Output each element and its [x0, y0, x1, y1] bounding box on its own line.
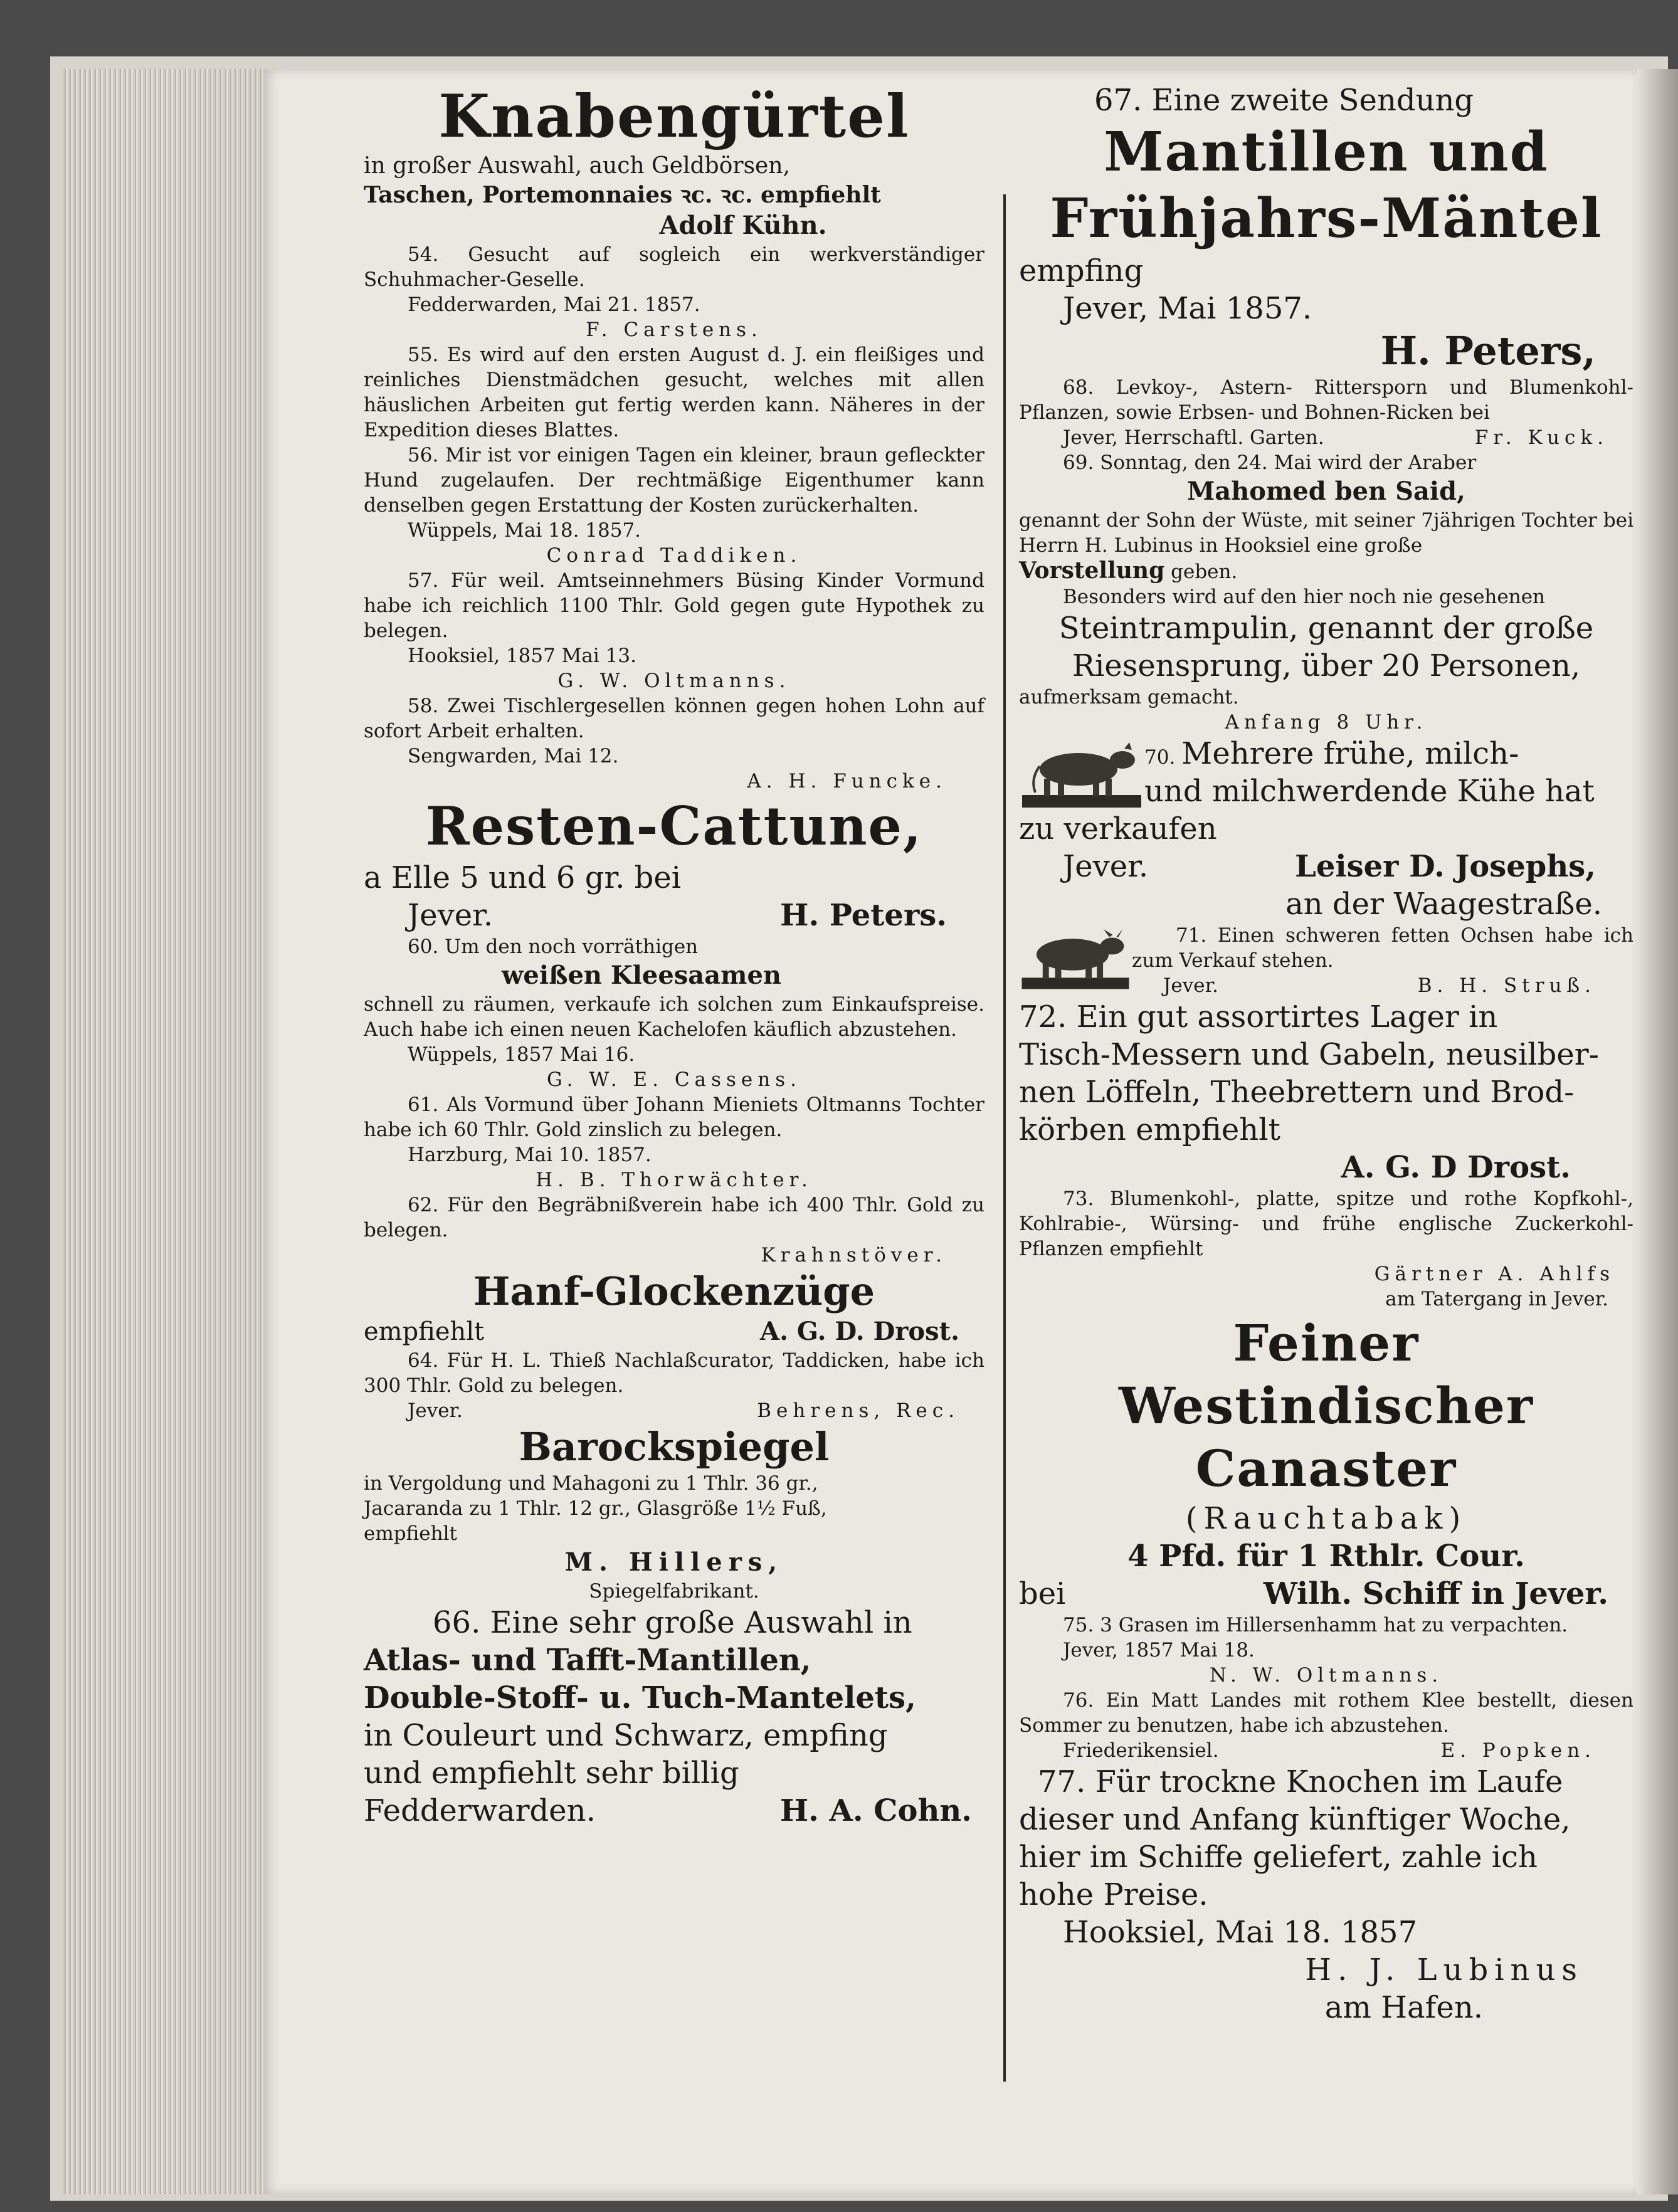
ad69-vorstellung: Vorstellung [1019, 557, 1165, 584]
ad56-place: Wüppels, Mai 18. 1857. [408, 519, 641, 542]
ad-knabenguertel-seller: Adolf Kühn. [659, 211, 827, 240]
ad-resten-seller: H. Peters. [780, 898, 947, 933]
column-divider [1003, 194, 1006, 2082]
ad70-number: 70. [1144, 746, 1176, 769]
ad61-text: 61. Als Vormund über Johann Mieniets Oltmanns Tochter habe ich 60 Thlr. Gold zinslich zu belegen. [364, 1093, 984, 1141]
ad57-place: Hooksiel, 1857 Mai 13. [408, 645, 636, 667]
left-column [364, 82, 984, 1830]
ad62-signature: Krahnstöver. [761, 1244, 947, 1267]
ad-knabenguertel-headline: Knabengürtel [438, 82, 910, 151]
ad69-geben: geben. [1171, 561, 1238, 583]
page-gutter [1637, 69, 1678, 2194]
ad66-seller: H. A. Cohn. [779, 1793, 972, 1828]
cow-icon [1019, 735, 1144, 810]
ad60-signature: G. W. E. Cassens. [547, 1068, 801, 1091]
ad64-signature: Behrens, Rec. [757, 1399, 959, 1422]
ad60-text: schnell zu räumen, verkaufe ich solchen zum Einkaufspreise. Auch habe ich einen neuen Kachelofen käuflich abzustehen. [364, 993, 984, 1041]
ad-barock-seller-title: Spiegelfabrikant. [589, 1580, 759, 1603]
ad71-signature: B. H. Struß. [1417, 974, 1596, 997]
ad69-big1: Steintrampulin, genannt der große [1058, 611, 1594, 646]
ad56-signature: Conrad Taddiken. [546, 544, 802, 567]
ad67-label: empfing [1019, 253, 1144, 288]
ad67-intro: 67. Eine zweite Sendung [1094, 83, 1474, 118]
ad-barock-seller: M. Hillers, [564, 1547, 784, 1577]
ad-resten-place: Jever. [408, 898, 493, 933]
ad71-text: 71. Einen schweren fetten Ochsen habe ich zum Verkauf stehen. [1132, 924, 1633, 972]
ad70-line1: Mehrere frühe, milch- [1181, 736, 1519, 771]
ad69-aufmerksam: aufmerksam gemacht. [1019, 686, 1239, 708]
ad72-line1: 72. Ein gut assortirtes Lager in [1019, 999, 1498, 1035]
ad69-text: genannt der Sohn der Wüste, mit seiner 7jährigen Tochter bei Herrn H. Lubinus in Hooksiel eine große [1019, 509, 1633, 557]
ad73-text: 73. Blumenkohl-, platte, spitze und rothe Kopfkohl-, Kohlrabie-, Würsing- und frühe englische Zuckerkohl-Pflanzen empfiehlt [1019, 1188, 1633, 1260]
ad55-text: 55. Es wird auf den ersten August d. J. ein fleißiges und reinliches Dienstmädchen gesucht, welches mit allen häuslichen Arbeiten gut fertig werden kann. Näheres in der Expedition dieses Blattes. [364, 344, 984, 441]
ad61-place: Harzburg, Mai 10. 1857. [408, 1144, 652, 1166]
ad-resten-line1: a Elle 5 und 6 gr. bei [364, 860, 682, 895]
ad76-signature: E. Popken. [1440, 1739, 1596, 1762]
right-column [1019, 82, 1633, 2026]
ad77-line1: 77. Für trockne Knochen im Laufe [1038, 1764, 1563, 1799]
ad62-text: 62. Für den Begräbnißverein habe ich 400 Thlr. Gold zu belegen. [364, 1194, 984, 1241]
ad66-place: Fedderwarden. [364, 1793, 596, 1828]
ad-canaster-sub: (Rauchtabak) [1185, 1501, 1467, 1536]
ad69-anfang: Anfang 8 Uhr. [1225, 711, 1428, 734]
ad73-signature: Gärtner A. Ahlfs [1374, 1263, 1615, 1285]
ad-canaster-headline1: Feiner Westindischer [1118, 1314, 1534, 1435]
ad76-text: 76. Ein Matt Landes mit rothem Klee bestellt, diesen Sommer zu benutzen, habe ich abzustehen. [1019, 1689, 1633, 1737]
ad66-line3: Double-Stoff- u. Tuch-Mantelets, [364, 1680, 916, 1715]
ad54-place: Fedderwarden, Mai 21. 1857. [408, 293, 700, 316]
ad71-place: Jever. [1163, 974, 1218, 997]
ad69-name: Mahomed ben Said, [1187, 477, 1465, 506]
ad60-intro: 60. Um den noch vorräthigen [408, 935, 699, 958]
ad61-signature: H. B. Thorwächter. [536, 1169, 813, 1191]
ad70-street: an der Waagestraße. [1285, 887, 1602, 922]
ad64-text: 64. Für H. L. Thieß Nachlaßcurator, Taddicken, habe ich 300 Thlr. Gold zu belegen. [364, 1349, 984, 1397]
ad57-text: 57. Für weil. Amtseinnehmers Büsing Kinder Vormund habe ich reichlich 1100 Thlr. Gold gegen gute Hypothek zu belegen. [364, 569, 984, 642]
ad54-signature: F. Carstens. [586, 319, 762, 341]
ad66-line1: 66. Eine sehr große Auswahl in [433, 1605, 912, 1640]
ad68-text: 68. Levkoy-, Astern- Rittersporn und Blumenkohl-Pflanzen, sowie Erbsen- und Bohnen-Ricken bei [1019, 376, 1633, 424]
ad-knabenguertel-line2: Taschen, Portemonnaies ꝛc. ꝛc. empfiehlt [364, 182, 881, 208]
ad-barock-text3: empfiehlt [364, 1522, 457, 1545]
ad54-text: 54. Gesucht auf sogleich ein werkverständiger Schuhmacher-Geselle. [364, 243, 984, 291]
ad66-line4: in Couleurt und Schwarz, empfing [364, 1718, 888, 1753]
ad-resten-headline: Resten-Cattune, [425, 795, 923, 857]
ad68-place: Jever, Herrschaftl. Garten. [1063, 426, 1324, 449]
ad-canaster-headline2: Canaster [1195, 1439, 1457, 1498]
ad60-place: Wüppels, 1857 Mai 16. [408, 1043, 635, 1066]
ad-canaster-seller: Wilh. Schiff in Jever. [1263, 1576, 1608, 1611]
ad66-line5: und empfiehlt sehr billig [364, 1756, 739, 1791]
ad58-text: 58. Zwei Tischlergesellen können gegen hohen Lohn auf sofort Arbeit erhalten. [364, 695, 984, 742]
ad77-place: Hooksiel, Mai 18. 1857 [1063, 1915, 1418, 1950]
ad77-line4: hohe Preise. [1019, 1877, 1208, 1912]
ad72-line3: nen Löffeln, Theebrettern und Brod- [1019, 1075, 1575, 1110]
ad72-line4: körben empfiehlt [1019, 1112, 1280, 1147]
ad77-line2: dieser und Anfang künftiger Woche, [1019, 1802, 1571, 1837]
ad73-signature-line2: am Tatergang in Jever. [1385, 1288, 1608, 1310]
ad77-signature-line2: am Hafen. [1324, 1990, 1483, 2025]
ad60-product: weißen Kleesaamen [502, 961, 781, 990]
ad-barock-text2: Jacaranda zu 1 Thlr. 12 gr., Glasgröße 1½ Fuß, [364, 1497, 827, 1520]
ad67-headline2: Frühjahrs-Mäntel [1050, 187, 1603, 250]
page-edges [63, 69, 263, 2194]
ad76-place: Friederikensiel. [1063, 1739, 1219, 1762]
ad70-place: Jever. [1063, 849, 1149, 884]
ad58-place: Sengwarden, Mai 12. [408, 745, 619, 767]
ad69-big2: Riesensprung, über 20 Personen, [1072, 648, 1581, 683]
ad70-line2: und milchwerdende Kühe hat [1144, 774, 1595, 809]
ad-barock-headline: Barockspiegel [519, 1424, 830, 1470]
ad69-intro: 69. Sonntag, den 24. Mai wird der Araber [1063, 451, 1477, 474]
ad-hanf-seller: A. G. D. Drost. [760, 1317, 959, 1346]
ad70-seller: Leiser D. Josephs, [1295, 849, 1596, 884]
ad-canaster-bei: bei [1019, 1576, 1066, 1611]
ad56-text: 56. Mir ist vor einigen Tagen ein kleiner, braun gefleckter Hund zugelaufen. Der rechtmäßige Eigenthumer kann denselben gegen Erstattung der Kosten zurückerhalten. [364, 444, 984, 517]
ox-icon [1019, 923, 1132, 992]
ad70-line3: zu verkaufen [1019, 811, 1217, 846]
ad-knabenguertel-line1: in großer Auswahl, auch Geldbörsen, [364, 153, 790, 179]
ad77-line3: hier im Schiffe geliefert, zahle ich [1019, 1840, 1538, 1875]
ad72-seller: A. G. D Drost. [1341, 1150, 1571, 1185]
ad67-seller: H. Peters, [1380, 328, 1596, 374]
ad-canaster-price: 4 Pfd. für 1 Rthlr. Cour. [1127, 1539, 1525, 1574]
ad64-place: Jever. [408, 1399, 463, 1422]
ad-hanf-label: empfiehlt [364, 1317, 485, 1346]
ad69-besonders: Besonders wird auf den hier noch nie gesehenen [1063, 586, 1546, 608]
ad67-place: Jever, Mai 1857. [1063, 291, 1312, 326]
ad58-signature: A. H. Funcke. [747, 770, 947, 793]
ad75-text: 75. 3 Grasen im Hillersenhamm hat zu verpachten. [1063, 1614, 1568, 1636]
ad66-line2: Atlas- und Tafft-Mantillen, [364, 1643, 811, 1678]
ad75-signature: N. W. Oltmanns. [1209, 1664, 1443, 1687]
ad75-place: Jever, 1857 Mai 18. [1063, 1639, 1255, 1662]
ad68-signature: Fr. Kuck. [1474, 426, 1608, 449]
ad77-signature: H. J. Lubinus [1305, 1952, 1583, 1988]
ad57-signature: G. W. Oltmanns. [557, 670, 791, 692]
ad-hanf-headline: Hanf-Glockenzüge [473, 1268, 875, 1314]
ad67-headline1: Mantillen und [1104, 120, 1549, 184]
ad72-line2: Tisch-Messern und Gabeln, neusilber- [1019, 1037, 1599, 1072]
ad-barock-text1: in Vergoldung und Mahagoni zu 1 Thlr. 36 gr., [364, 1472, 818, 1495]
